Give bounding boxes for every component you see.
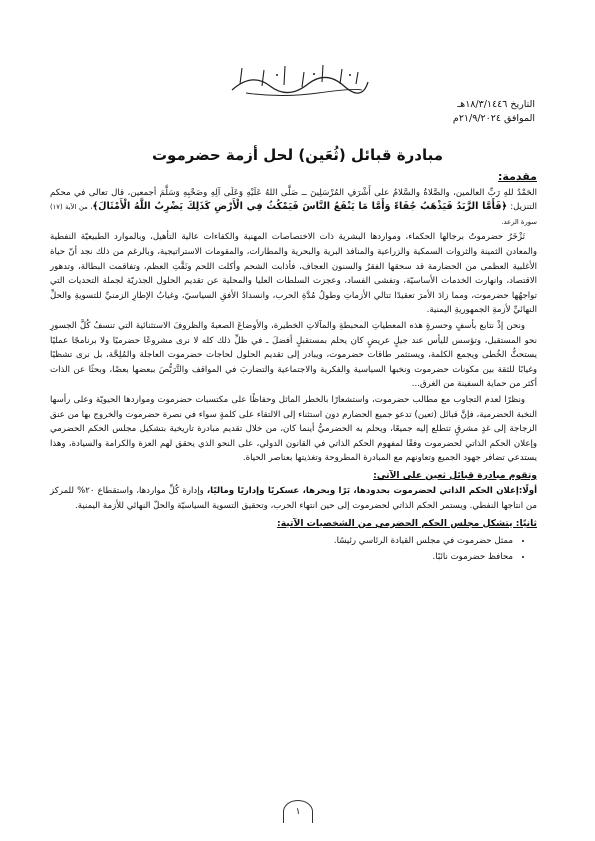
point-second-heading: ثانيًا: يتشكل مجلس الحكم الحضرمي من الشخصيات الآتية: bbox=[277, 517, 537, 529]
council-members-list bbox=[50, 533, 537, 565]
paragraph-call: ونظرًا لعدم التجاوب مع مطالب حضرموت، واستشعارًا بالخطر الماثل وحفاظًا على مكتسبات حضرموت ومواردها الحيويّة وعلى رأسها النخبة الحضرمية، فإنَّ قبائل (ثعين) تدعو جميع الحضارم دون استثناء إلى الالتقاء على كلمةٍ سواء في نصرة حضرموت والخروج بها من عنق الزجاجة إلى غدٍ مشرقٍ تتطلع إليه جميعًا، ويحلم به الحضرميُّ أينما كان، من خلال تقديم مبادرة تاريخية بتشكيل مجلس الحكم الحضرمي وإعلان الحكم الذاتي لحضرموت وفقًا لمفهوم الحكم الذاتي في القانون الدولي، على النحو الذي يحقق لهم العزة والكرامة والسيادة، وهذا يستدعي تضافر جهود الجميع وتعاونهم مع المبادرة المطروحة وتغذيتها بعناصر الحياة. bbox=[50, 394, 537, 464]
quran-quote: ﴿فَأَمَّا الزَّبَدُ فَيَذْهَبُ جُفَاءً وَأَمَّا مَا يَنْفَعُ النَّاسَ فَيَمْكُثُ فِي الْأَرْضِ كَذَلِكَ يَضْرِبُ اللَّهُ الْأَمْثَالَ﴾ bbox=[92, 201, 508, 213]
list-item: • ممثل حضرموت في مجلس القيادة الرئاسي رئيسًا. bbox=[50, 533, 513, 549]
point-first-bold: إعلان الحكم الذاتي لحضرموت بحدودها، بَرًا وبحرها، عسكريًا وإداريًا وماليًا، bbox=[206, 486, 519, 497]
paragraph-challenges: ونحن إذْ نتابع بأسفٍ وحسرةٍ هذه المعطياتِ المحبطةِ والمآلاتِ الخطيرة، والأوضاعَ الصعبةَ والظروفَ الاستثنائية التي تنسفُ كُلَّ الجسورِ نحو المستقبل، وتؤسس لليأس عند جيلٍ عريضٍ كان يحلم بمستقبلٍ أفضلَ ـ في ظلِّ ذلك كله لا نرى مشروعًا حضرميًا ولا برنامجًا عمليًا يستحثُّ الخُطى ويجمع الكلمة، ويستثمر طاقات حضرموت، ويبادر إلى تقديم الحلول لحاجات حضرموت العاجلة والمُلِحَّة، بل نرى تشظيًا وغيابًا للثقة بين مكونات حضرموت ونخبها السياسية والفكرية والاجتماعية والتضاربَ في المواقف والتَّرَبُّصَ ببعضها بعضًا، وبحثًا عن الذات أكثر من حماية السفينة من الغرق... bbox=[50, 320, 537, 390]
document-body bbox=[50, 170, 537, 565]
date-gregorian: الموافق ٢١/٩/٢٠٢٤م bbox=[452, 113, 535, 124]
basmala-calligraphy bbox=[222, 60, 372, 100]
point-first-rest: وإدارة كُلِّ مواردها، واستقطاع ٢٠% للمركز من انتاجها النفطي. ويستمر الحكم الذاتي لحضرموت إلى حين انتهاء الحرب، وتحقيق التسوية السياسيّة والحلّ النهائي للأزمة اليمنية. bbox=[50, 486, 537, 512]
point-first-label: أولًا: bbox=[518, 486, 538, 497]
document-title: مبادرة قبائل (ثُعَين) لحل أزمة حضرموت bbox=[151, 146, 444, 164]
point-first bbox=[50, 484, 537, 513]
initiative-heading: وتقوم مبادرة قبائل ثعين على الآتي: bbox=[373, 469, 537, 481]
paragraph-resources: تَزْخَرُ حضرموتُ برجالها الحكماء، ومواردها البشرية ذات الاختصاصات المهنية والكفاءات عالية التأهيل، وبالموارد الطبيعيّة النفطية والمعادن الثمينة والثروات السمكية والزراعية والمنافذ البرية والبحرية والمطارات، والمقومات الاستراتيجية، وبالرغم من ذلك نجد أنّ حياة الأغلبية العظمى من الحضارمة قد سحقها الفقرُ والسنون العجاف، فأذابت الشحم وأكلت اللحم ونَقَّتِ العظم، وتفاقمت البطالة، وتدهور الاقتصاد، وانهارت الخدمات الأساسيّة، وتفشى الفساد، وعجزت السلطات العليا والمحلية عن تقديم الحلول الجذريّة لجملة التحديات التي تواجهُها حضرموت، ومما زادَ الأمرَ تعقيدًا تتالي الأزماتِ وطولُ مُدَّةِ الحرب، وانسدادُ الأفقِ السياسيّ، وغيابُ الإطارِ الزمنيِّ للتسويةِ والحلِّ النهائيِّ لأزمةِ الجمهوريةِ اليمنية. bbox=[50, 232, 537, 316]
quote-reference: ، من الآية (١٧) سورة الرعد. bbox=[50, 203, 537, 226]
page-number: ١ bbox=[283, 800, 313, 823]
intro-heading: مقدمة: bbox=[498, 170, 537, 183]
list-item: • محافظ حضرموت نائبًا. bbox=[50, 549, 513, 565]
intro-paragraph bbox=[50, 186, 537, 230]
date-hijri: التاريخ ١٨/٣/١٤٤٦هـ bbox=[457, 99, 535, 110]
intro-text: الحَمْدُ للهِ رَبِّ العالمين، والصَّلاةُ والسَّلامُ على أَشْرَفِ المُرْسَلِينَ ــ صَلَّى اللهُ عَلَيْهِ وَعَلَى آلِهِ وصَحْبِهِ وَسَلَّمَ أجمعين، قال تعالى في محكم التنزيل: bbox=[50, 187, 537, 213]
document-dates bbox=[453, 98, 535, 126]
